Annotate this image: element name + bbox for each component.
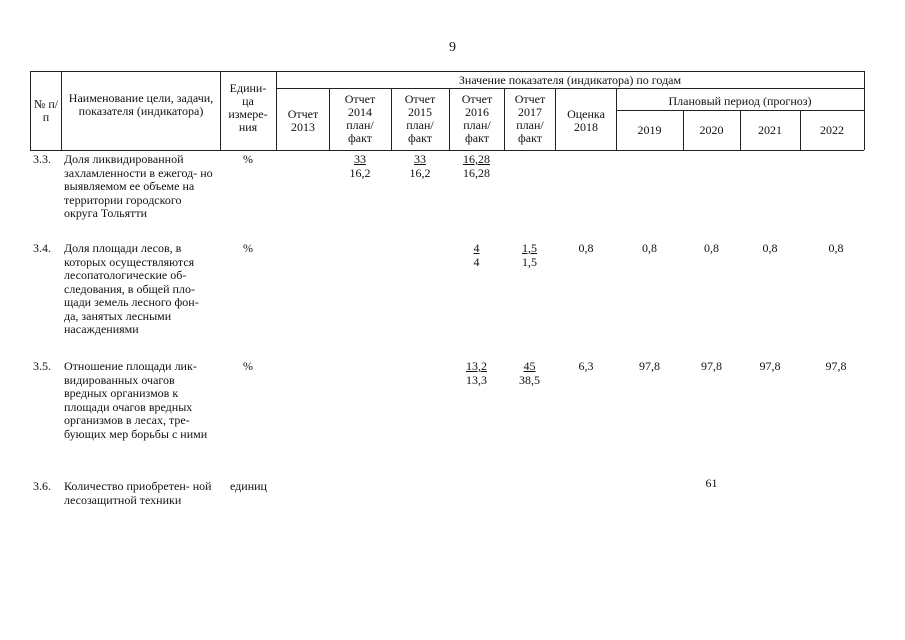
value-2022: 0,8 — [828, 241, 844, 255]
header-col-no: № п/п — [33, 97, 59, 124]
header-plan-title: Плановый период (прогноз) — [668, 94, 812, 108]
value-2020: 97,8 — [701, 359, 722, 373]
value-2021: 97,8 — [759, 359, 781, 373]
value-2016-fact: 16,28 — [463, 166, 490, 180]
header-col-2014: Отчет 2014 план/ факт — [344, 92, 376, 145]
header-col-unit: Едини- ца измере- ния — [228, 81, 268, 134]
header-group-title: Значение показателя (индикатора) по годам — [458, 73, 682, 87]
row-name: Отношение площади лик- видированных очагов вредных организмов к площади очагов вредных организмов в лесах, тре- бующих мер борьбы с ними — [64, 359, 208, 441]
value-2019: 0,8 — [642, 241, 657, 255]
header-col-2017: Отчет 2017 план/ факт — [514, 92, 546, 145]
value-2022: 97,8 — [825, 359, 847, 373]
row-name: Доля площади лесов, в которых осуществляются лесопатологические об- следования, в общей пло- щади земель лесного фон- да, занятых лесными насаждениями — [64, 241, 199, 336]
value-2016-plan: 4 — [473, 241, 480, 255]
row-number: 3.5. — [33, 359, 51, 373]
row-name: Доля ликвидированной захламленности в ежегод- но выявляемом ее объеме на территории городского округа Тольятти — [64, 152, 213, 220]
value-2018: 6,3 — [578, 359, 594, 373]
value-2017-plan: 1,5 — [522, 241, 537, 255]
row-number: 3.6. — [33, 479, 51, 493]
value-2017-plan: 45 — [523, 359, 536, 373]
header-col-name: Наименование цели, задачи, показателя (индикатора) — [68, 91, 214, 118]
value-2016-plan: 16,28 — [463, 152, 490, 166]
value-2016-plan: 13,2 — [466, 359, 487, 373]
value-2014-plan: 33 — [354, 152, 366, 166]
row-unit: % — [243, 241, 253, 255]
value-2021: 0,8 — [762, 241, 778, 255]
header-col-2019: 2019 — [637, 123, 662, 137]
value-2016-fact: 4 — [473, 255, 480, 269]
row-unit: единиц — [230, 479, 267, 493]
row-number: 3.3. — [33, 152, 51, 166]
header-col-2016: Отчет 2016 план/ факт — [461, 92, 493, 145]
value-2015-plan: 33 — [414, 152, 426, 166]
value-2020: 0,8 — [704, 241, 719, 255]
header-col-2018: Оценка 2018 — [567, 107, 605, 134]
header-col-2015: Отчет 2015 план/ факт — [404, 92, 436, 145]
row-name: Количество приобретен- ной лесозащитной техники — [64, 479, 212, 507]
header-col-2013: Отчет 2013 — [287, 107, 319, 134]
value-2015-fact: 16,2 — [409, 166, 431, 180]
value-2018: 0,8 — [578, 241, 594, 255]
value-2016-fact: 13,3 — [466, 373, 487, 387]
value-2014-fact: 16,2 — [349, 166, 371, 180]
row-unit: % — [243, 359, 253, 373]
header-col-2020: 2020 — [699, 123, 724, 137]
page-number: 9 — [449, 40, 456, 55]
header-col-2021: 2021 — [758, 123, 782, 137]
row-unit: % — [243, 152, 253, 166]
header-col-2022: 2022 — [820, 123, 844, 137]
value-2017-fact: 38,5 — [519, 373, 540, 387]
row-number: 3.4. — [33, 241, 51, 255]
value-2019: 97,8 — [639, 359, 660, 373]
value-2017-fact: 1,5 — [522, 255, 537, 269]
value-2020: 61 — [705, 476, 718, 490]
